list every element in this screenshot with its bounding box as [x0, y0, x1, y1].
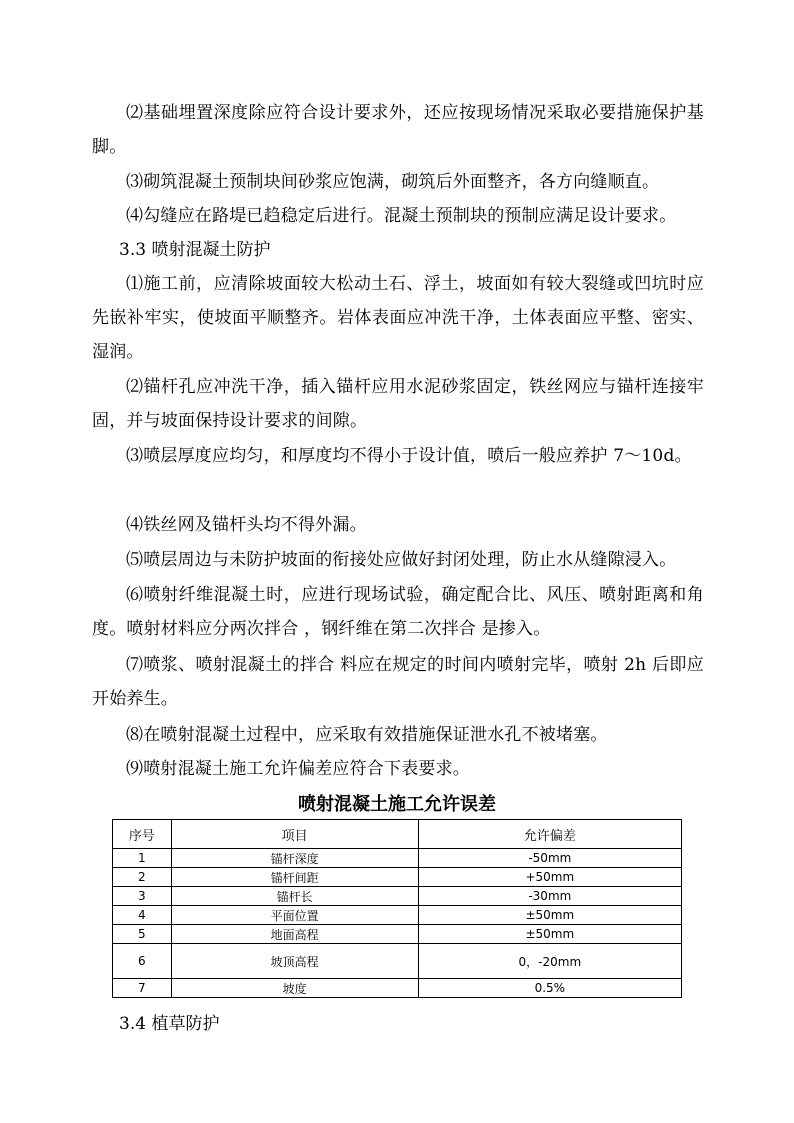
table-header-row	[113, 820, 682, 849]
cell-item: 锚杆深度	[171, 849, 418, 868]
paragraph-pointing: ⑷勾缝应在路堤已趋稳定后进行。混凝土预制块的预制应满足设计要求。	[126, 206, 677, 226]
paragraph-foundation-depth: ⑵基础埋置深度除应符合设计要求外，还应按现场情况采取必要措施保护基脚。	[92, 103, 704, 157]
paragraph-masonry-mortar: ⑶砌筑混凝土预制块间砂浆应饱满，砌筑后外面整齐，各方向缝顺直。	[126, 172, 660, 192]
table-row	[113, 944, 682, 979]
table-row	[113, 868, 682, 887]
cell-index: 5	[113, 925, 172, 944]
cell-tolerance: 0，-20mm	[418, 944, 681, 979]
list-item-3-3-3: ⑶喷层厚度应均匀，和厚度均不得小于设计值，喷后一般应养护 7～10d。	[126, 446, 692, 466]
cell-item: 坡度	[171, 979, 418, 998]
cell-tolerance: -30mm	[418, 887, 681, 906]
cell-item: 锚杆长	[171, 887, 418, 906]
cell-index: 4	[113, 906, 172, 925]
table-row	[113, 979, 682, 998]
cell-index: 1	[113, 849, 172, 868]
cell-index: 6	[113, 944, 172, 979]
list-item-3-3-7: ⑺喷浆、喷射混凝土的拌合 料应在规定的时间内喷射完毕，喷射 2h 后即应开始养生。	[92, 655, 704, 709]
list-item-3-3-6: ⑹喷射纤维混凝土时，应进行现场试验，确定配合比、风压、喷射距离和角度。喷射材料应分两次拌合 ，钢纤维在第二次拌合 是掺入。	[92, 585, 704, 639]
cell-index: 3	[113, 887, 172, 906]
list-item-3-3-1: ⑴施工前，应清除坡面较大松动土石、浮土，坡面如有较大裂缝或凹坑时应先嵌补牢实，使坡面平顺整齐。岩体表面应冲洗干净，土体表面应平整、密实、湿润。	[92, 274, 704, 362]
section-heading-3-4: 3.4 植草防护	[119, 1014, 220, 1034]
table-row	[113, 906, 682, 925]
list-item-3-3-8: ⑻在喷射混凝土过程中，应采取有效措施保证泄水孔不被堵塞。	[126, 725, 608, 745]
cell-item: 平面位置	[171, 906, 418, 925]
table-title: 喷射混凝土施工允许误差	[298, 794, 496, 815]
cell-tolerance: +50mm	[418, 868, 681, 887]
cell-item: 坡顶高程	[171, 944, 418, 979]
header-tolerance: 允许偏差	[418, 820, 681, 849]
cell-index: 2	[113, 868, 172, 887]
section-heading-3-3: 3.3 喷射混凝土防护	[119, 240, 271, 260]
list-item-3-3-2: ⑵锚杆孔应冲洗干净，插入锚杆应用水泥砂浆固定，铁丝网应与锚杆连接牢固，并与坡面保持设计要求的间隙。	[92, 377, 704, 431]
table-row	[113, 925, 682, 944]
list-item-3-3-9: ⑼喷射混凝土施工允许偏差应符合下表要求。	[126, 759, 470, 779]
cell-tolerance: 0.5%	[418, 979, 681, 998]
cell-item: 锚杆间距	[171, 868, 418, 887]
header-index: 序号	[113, 820, 172, 849]
table-row	[113, 849, 682, 868]
table-row	[113, 887, 682, 906]
cell-tolerance: ±50mm	[418, 925, 681, 944]
cell-item: 地面高程	[171, 925, 418, 944]
list-item-3-3-4: ⑷铁丝网及锚杆头均不得外漏。	[126, 515, 367, 535]
tolerance-table	[112, 819, 682, 998]
header-item: 项目	[171, 820, 418, 849]
cell-tolerance: -50mm	[418, 849, 681, 868]
cell-tolerance: ±50mm	[418, 906, 681, 925]
cell-index: 7	[113, 979, 172, 998]
list-item-3-3-5: ⑸喷层周边与未防护坡面的衔接处应做好封闭处理，防止水从缝隙浸入。	[126, 550, 677, 570]
